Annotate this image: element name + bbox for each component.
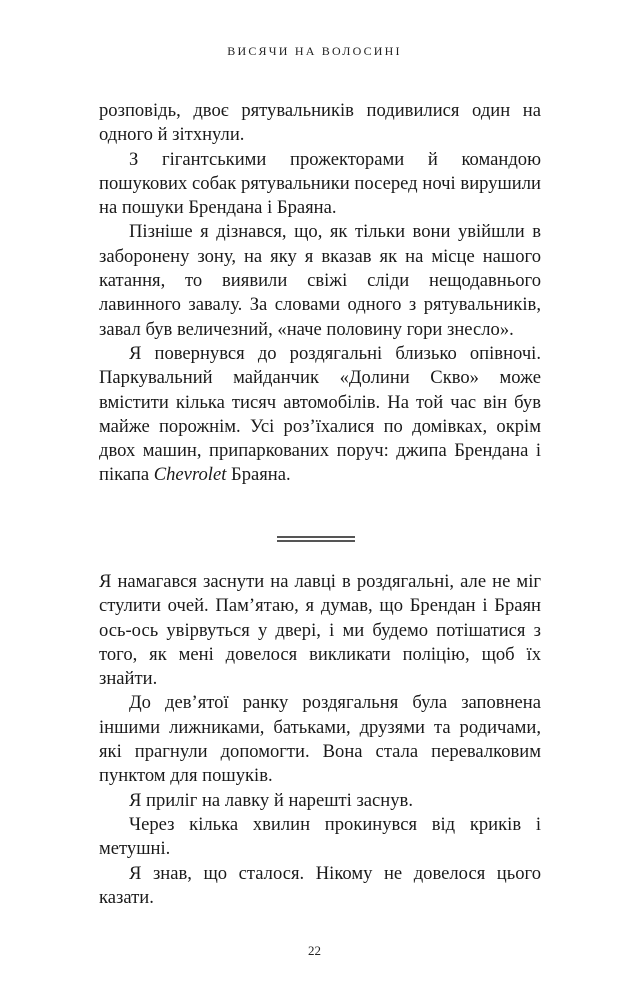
running-head: ВИСЯЧИ НА ВОЛОСИНІ xyxy=(227,44,402,58)
italic-brand-name: Chevrolet xyxy=(153,464,227,486)
paragraph-continuation: розповідь, двоє рятувальників подивилися один на одного й зітхнули. xyxy=(99,100,541,146)
paragraph: Через кілька хвилин прокинувся від криків і метушні. xyxy=(99,813,541,860)
text-section-1 xyxy=(99,99,541,488)
paragraph: До дев’ятої ранку роздягальня була заповнена іншими лижниками, батьками, друзями та родичами, які прагнули допомогти. Вона стала перевалковим пунктом для пошуків. xyxy=(99,692,541,787)
section-break-line xyxy=(277,536,355,538)
section-break-ornament xyxy=(277,536,355,542)
paragraph-text: Браяна. xyxy=(226,464,291,486)
section-break-line xyxy=(277,540,355,542)
paragraph: Пізніше я дізнався, що, як тільки вони увійшли в заборонену зону, на яку я вказав як на місце нашого катання, то виявили свіжі сліди нещодавнього лавинного завалу. За словами одного з рятувальників, завал був величезний, «наче половину гори знесло». xyxy=(99,221,541,340)
page-number: 22 xyxy=(308,943,321,958)
text-section-2 xyxy=(99,570,541,910)
paragraph xyxy=(99,342,541,488)
paragraph: Я знав, що сталося. Нікому не довелося цього казати. xyxy=(99,862,541,908)
paragraph: Я намагався заснути на лавці в роздягальні, але не міг стулити очей. Пам’ятаю, я думав, що Брендан і Браян ось-ось увірвуться у двері, і ми будемо потішатися з того, як мені довелося викликати поліцію, щоб їх знайти. xyxy=(99,571,541,690)
paragraph: З гігантськими прожекторами й командою пошукових собак рятувальники посеред ночі вирушили на пошуки Брендана і Браяна. xyxy=(99,148,541,219)
paragraph: Я приліг на лавку й нарешті заснув. xyxy=(129,789,413,811)
paragraph-text: Я повернувся до роздягальні близько опівночі. Паркувальний майданчик «Долини Скво» може вмістити кілька тисяч автомобілів. На той час він був майже порожнім. Усі роз’їхалися по домівках, окрім двох машин, припаркованих поруч: джипа Брендана і пікапа xyxy=(99,342,541,486)
